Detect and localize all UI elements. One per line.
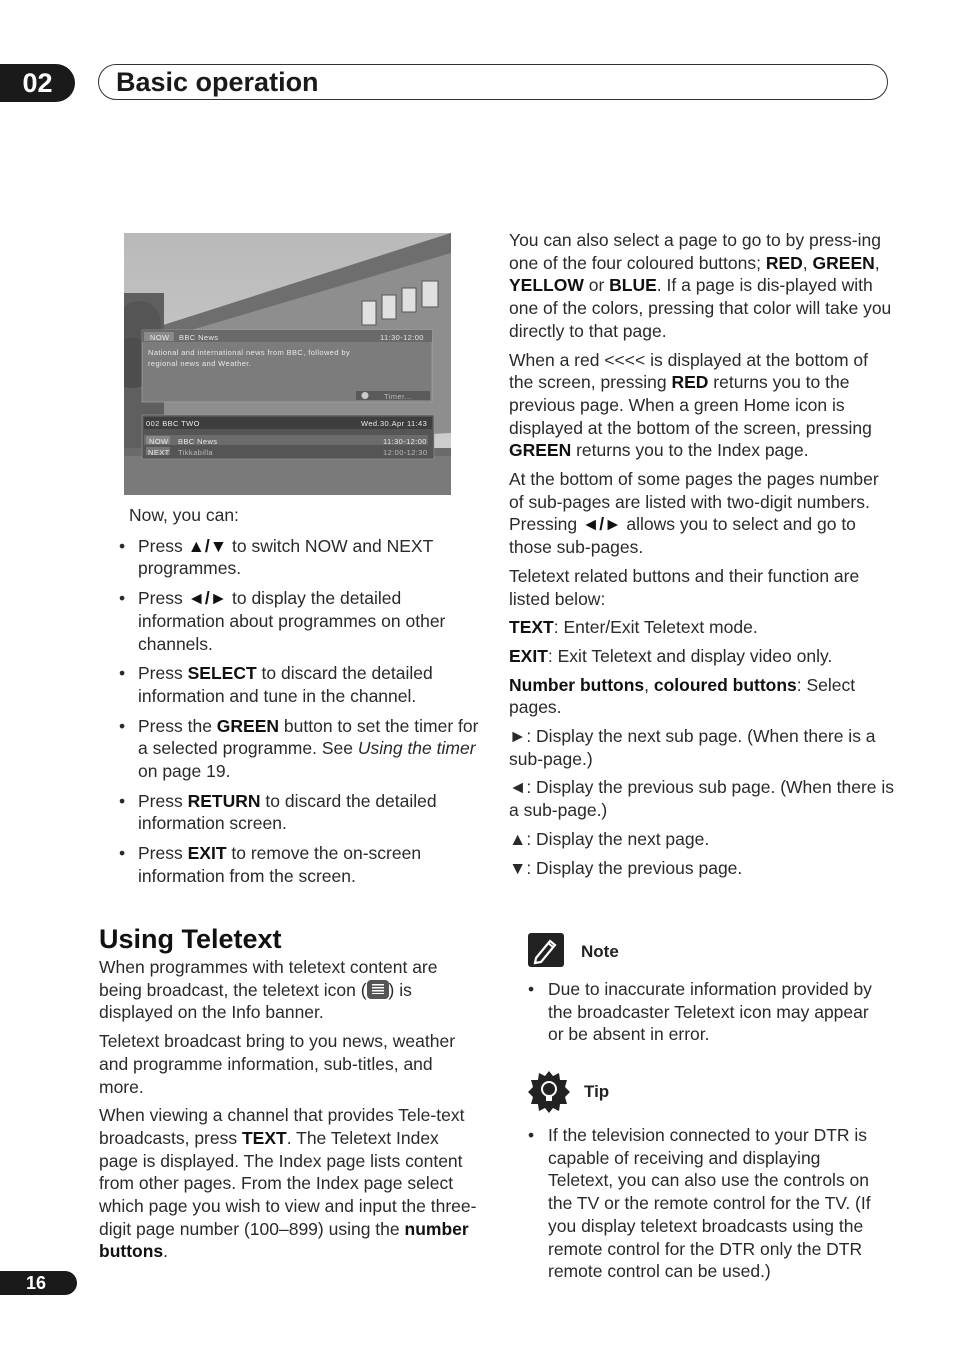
paragraph: ▼: Display the previous page. — [509, 857, 743, 878]
list-item: • Due to inaccurate information provided by the broadcaster Teletext icon may appear or be absent in error. — [528, 978, 888, 1046]
lightbulb-icon — [528, 1071, 570, 1118]
banner-title: BBC News — [179, 333, 219, 342]
note-list — [528, 978, 888, 1046]
banner-time: 11:30-12:00 — [380, 333, 424, 342]
next-time: 12:00-12:30 — [383, 448, 428, 457]
actions-list — [99, 535, 479, 888]
paragraph: ►: Display the next sub page. (When there is a sub-page.) — [509, 726, 876, 769]
teletext-icon — [367, 980, 389, 999]
right-column — [509, 229, 894, 885]
tip-list — [528, 1124, 888, 1283]
chapter-title: Basic operation — [98, 64, 888, 100]
paragraph: When viewing a channel that provides Tele-text broadcasts, press TEXT. The Teletext Index page is displayed. The Index page lists content from other pages. From the Index page select which page you wish to view and input the three-digit page number (100–899) using the number buttons. — [99, 1105, 477, 1262]
paragraph: ▲: Display the next page. — [509, 828, 710, 849]
teletext-intro — [99, 956, 479, 1269]
paragraph: When programmes with teletext content are being broadcast, the teletext icon ( ) is displayed on the Info banner. — [99, 957, 438, 1023]
now-tag: NOW — [149, 437, 169, 446]
tv-screenshot — [124, 233, 451, 495]
list-item: • Press EXIT to remove the on-screen information from the screen. — [99, 842, 479, 887]
now-time: 11:30-12:00 — [383, 437, 427, 446]
now-title: BBC News — [178, 437, 218, 446]
list-item: • Press RETURN to discard the detailed information screen. — [99, 790, 479, 835]
banner-timer: Timer... — [384, 392, 412, 401]
note-icon — [528, 933, 564, 972]
list-item: • Press the GREEN button to set the timer for a selected programme. See Using the timer on page 19. — [99, 715, 479, 783]
banner-now-tag: NOW — [150, 333, 170, 342]
paragraph: Teletext broadcast bring to you news, weather and programme information, sub-titles, and more. — [99, 1031, 456, 1097]
left-column — [99, 504, 479, 895]
paragraph: At the bottom of some pages the pages number of sub-pages are listed with two-digit numbers. Pressing ◄/► allows you to select and go to those sub-pages. — [509, 469, 879, 558]
banner-desc-line1: National and international news from BBC, followed by — [148, 348, 351, 357]
next-tag: NEXT — [148, 448, 170, 457]
paragraph: Teletext related buttons and their function are listed below: — [509, 565, 860, 609]
paragraph: You can also select a page to go to by press-ing one of the four coloured buttons; RED, GREEN, YELLOW or BLUE. If a page is dis-played with one of the colors, pressing that color will take you directly to that page. — [509, 230, 892, 341]
list-item: • Press ◄/► to display the detailed information about programmes on other channels. — [99, 587, 479, 655]
page-number: 16 — [0, 1271, 77, 1295]
list-item: • Press SELECT to discard the detailed information and tune in the channel. — [99, 662, 479, 707]
paragraph: Number buttons, coloured buttons: Select pages. — [509, 674, 856, 718]
list-item: • If the television connected to your DTR is capable of receiving and displaying Teletext, you can also use the controls on the TV or the remote control for the TV. (If you display teletext broadcasts using the remote control for the DTR only the DTR remote control can be used.) — [528, 1124, 888, 1283]
intro-text: Now, you can: — [129, 505, 239, 525]
tip-label: Tip — [584, 1082, 610, 1101]
paragraph: When a red <<<< is displayed at the bottom of the screen, pressing RED returns you to the previous page. When a green Home icon is displayed at the bottom of the screen, pressing GREEN returns you to the Index page. — [509, 349, 872, 461]
next-title: Tikkabilla — [178, 448, 213, 457]
chapter-number: 02 — [0, 64, 75, 102]
section-title: Using Teletext — [99, 924, 282, 954]
note-label: Note — [581, 942, 619, 961]
paragraph: TEXT: Enter/Exit Teletext mode. — [509, 617, 758, 638]
datetime: Wed.30.Apr 11:43 — [361, 419, 428, 428]
list-item: • Press ▲/▼ to switch NOW and NEXT programmes. — [99, 535, 479, 580]
channel-info: 002 BBC TWO — [146, 419, 200, 428]
paragraph: ◄: Display the previous sub page. (When there is a sub-page.) — [509, 777, 895, 821]
paragraph: EXIT: Exit Teletext and display video only. — [509, 645, 833, 666]
banner-desc-line2: regional news and Weather. — [148, 359, 252, 368]
